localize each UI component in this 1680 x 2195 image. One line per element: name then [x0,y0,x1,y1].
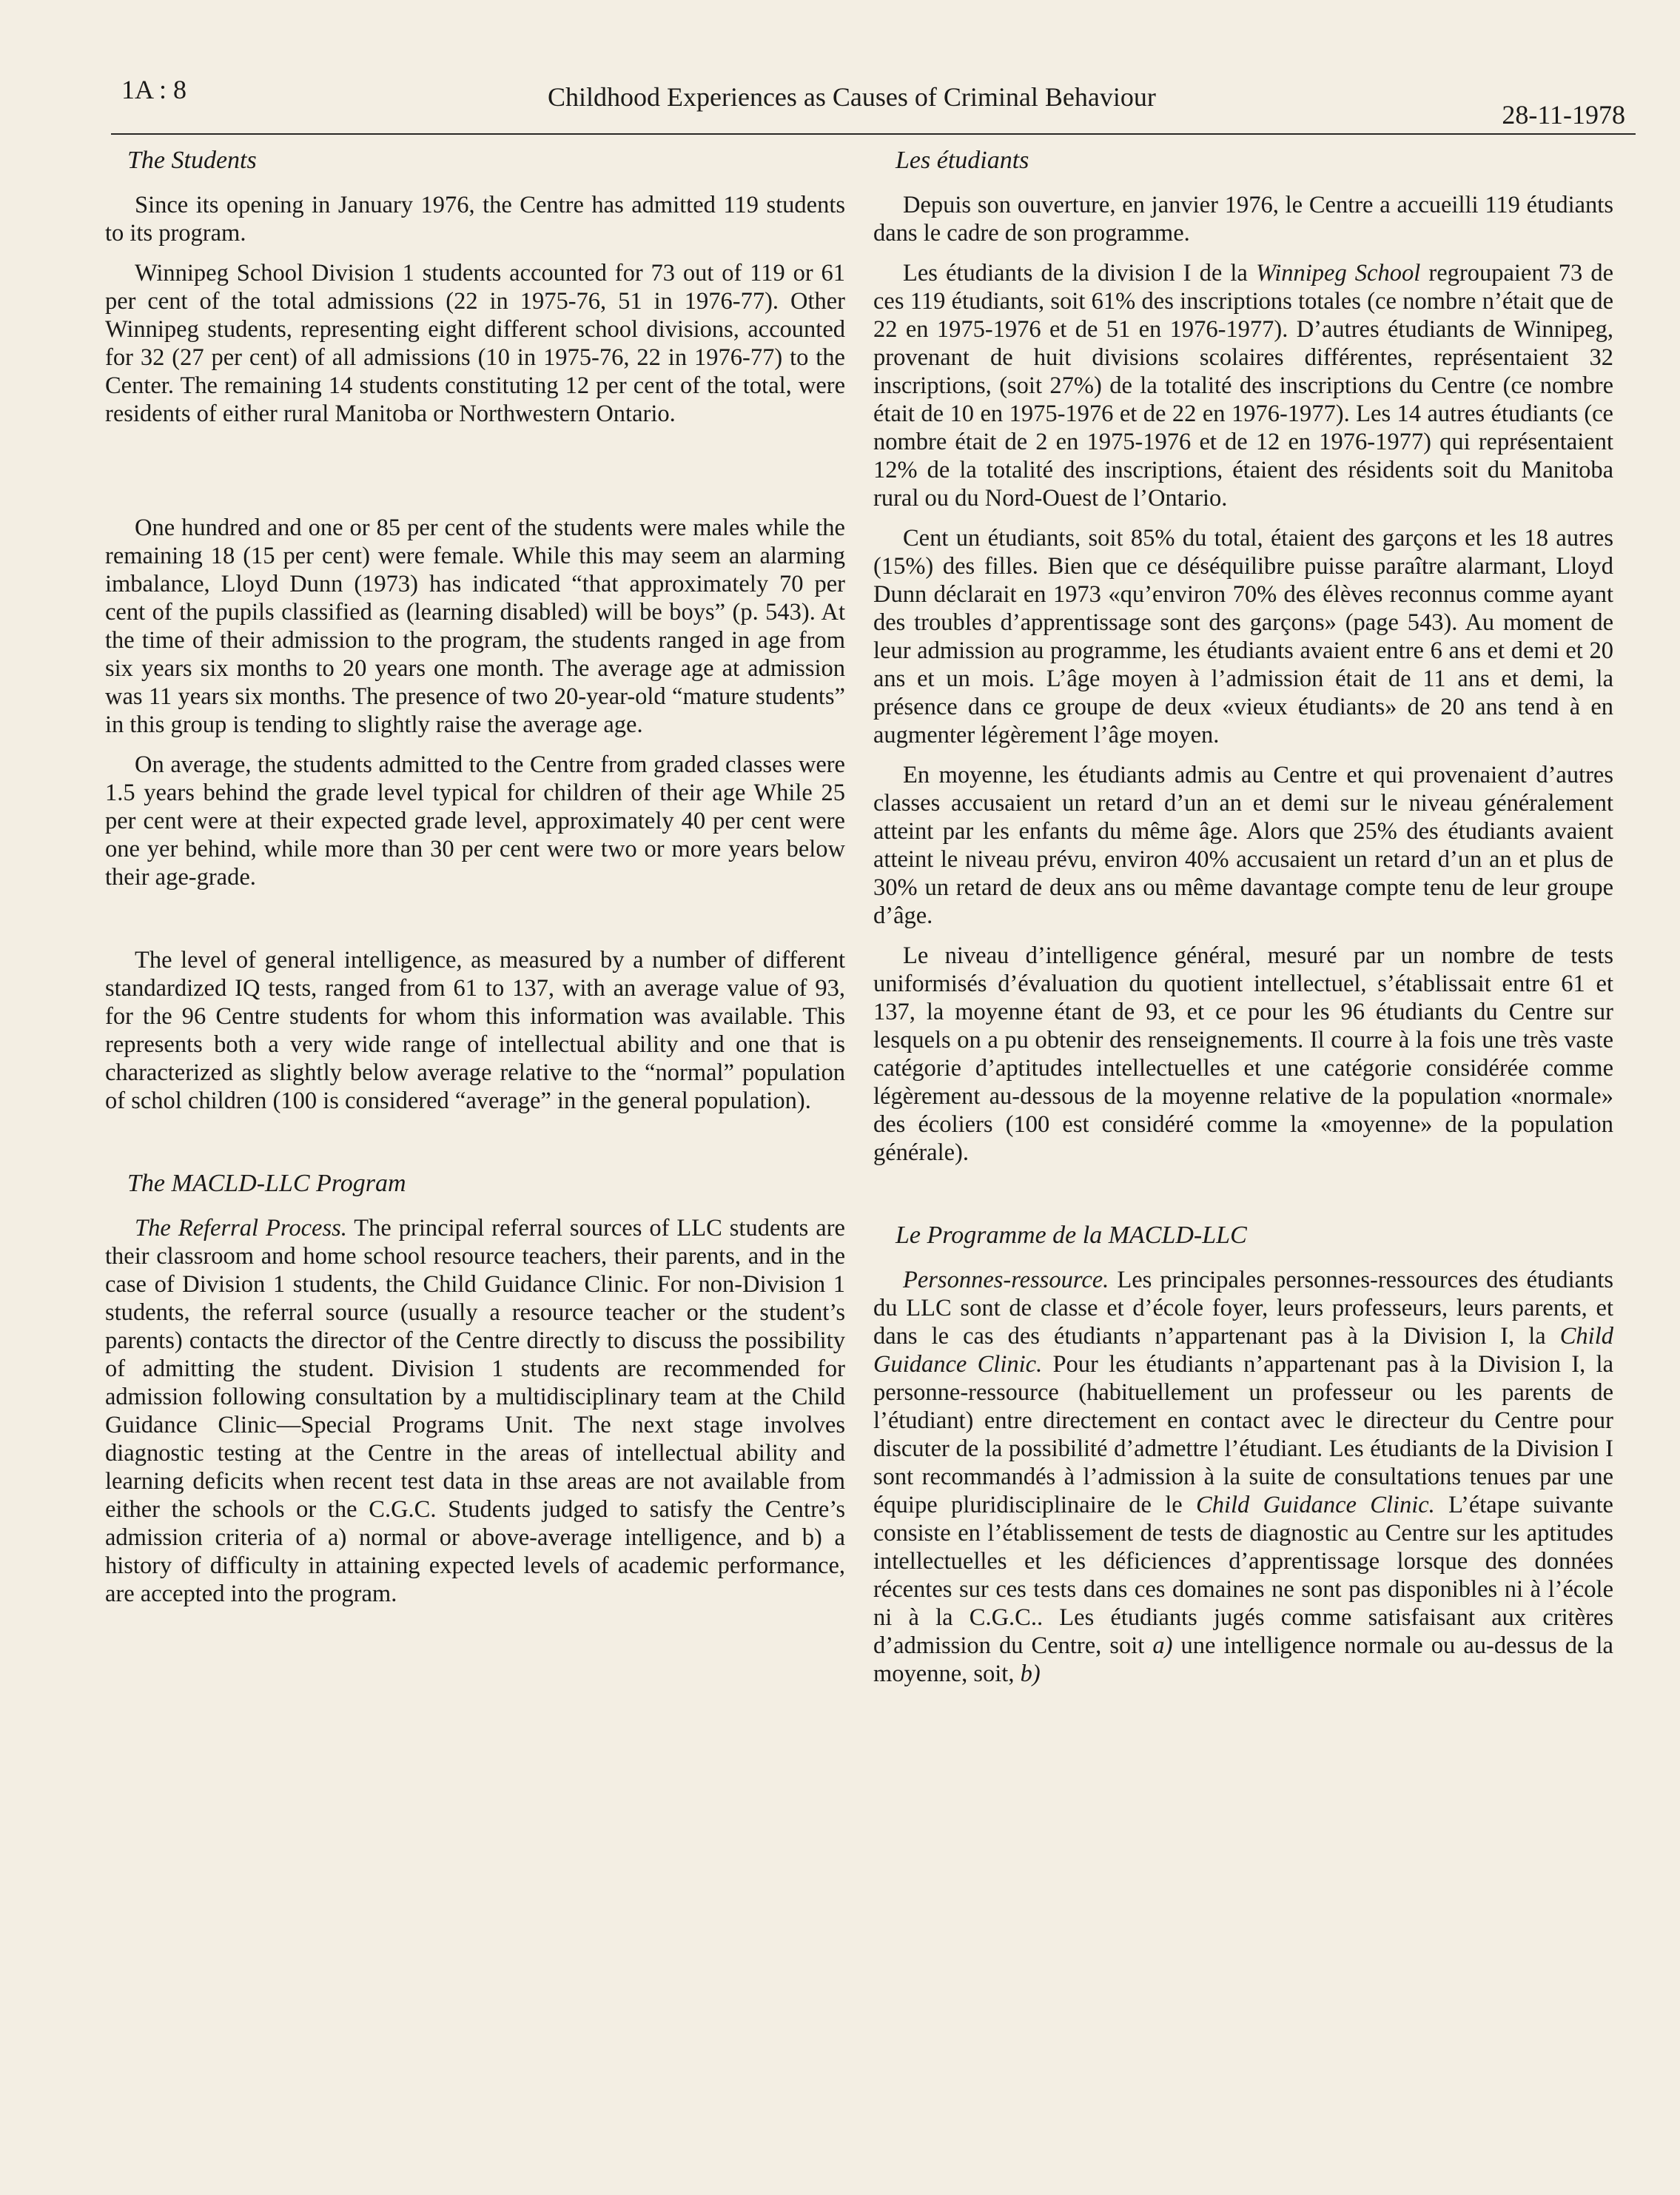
section-heading-program-fr: Le Programme de la MACLD-LLC [896,1222,1247,1249]
section-heading-students-fr: Les étudiants [896,147,1029,174]
french-column [873,147,1613,1700]
running-title: Childhood Experiences as Causes of Criminal Behaviour [548,82,1156,112]
text-run-italic: Winnipeg School [1255,260,1421,286]
text-run: une intelligence normale ou au-dessus de la moyenne, soit, [873,1632,1613,1687]
text-run: Les étudiants de la division I de la [903,260,1256,286]
paragraph: Winnipeg School Division 1 students accounted for 73 out of 119 or 61 per cent of the total admissions (22 in 1975-76, 51 in 1976-77). Other Winnipeg students, representing eight different school divisions, accounted for 32 (27 per cent) of all admissions (10 in 1975-76, 22 in 1976-77) to the Center. The remaining 14 students constituting 12 per cent of the total, were residents of either rural Manitoba or Northwestern Ontario. [105,260,845,427]
paragraph-lead: The Referral Process. [135,1215,347,1241]
text-run-italic: b) [1020,1661,1041,1687]
text-run-italic: Child Guidance Clinic. [1196,1492,1435,1518]
spacer [105,903,845,946]
paragraph: Cent un étudiants, soit 85% du total, étaient des garçons et les 18 autres (15%) des filles. Bien que ce déséquilibre puisse paraître alarmant, Lloyd Dunn déclarait en 1973 «qu’environ 70% des élèves reconnus comme ayant des troubles d’apprentissage sont des garçons» (page 543). Au moment de leur admission au programme, les étudiants avaient entre 6 ans et demi et 20 ans et un mois. L’âge moyen à l’admission était de 11 ans et demi, la présence dans ce groupe de deux «vieux étudiants» de 20 ans tend à en augmenter légèrement l’âge moyen. [873,525,1613,748]
paragraph: On average, the students admitted to the Centre from graded classes were 1.5 years behind the grade level typical for children of their age While 25 per cent were at their expected grade level, approximately 40 per cent were one yer behind, while more than 30 per cent were two or more years below their age-grade. [105,751,845,891]
paragraph [873,1266,1613,1688]
paragraph [873,259,1613,512]
paragraph: The level of general intelligence, as measured by a number of different standardized IQ tests, ranged from 61 to 137, with an average value of 93, for the 96 Centre students for whom this information was available. This represents both a very wide range of intellectual ability and one that is characterized as slightly below average relative to the “normal” population of schol children (100 is considered “average” in the general population). [105,947,845,1114]
page-header [111,74,1636,135]
paragraph [105,1214,845,1608]
text-run-italic: a) [1152,1632,1173,1659]
paragraph: Depuis son ouverture, en janvier 1976, le Centre a accueilli 119 étudiants dans le cadre de son programme. [873,192,1613,247]
paragraph-lead: Personnes-ressource. [903,1267,1109,1293]
text-run-italic: Child Guidance Clinic. [873,1323,1613,1378]
text-run: Pour les étudiants n’appartenant pas à la Division I, la personne-ressource (habituellement un professeur ou les parents de l’étudiant) entre directement en contact avec le directeur du Centre pour discuter de la possibilité d’admettre l’étudiant. Les étudiants de la Division I sont recommandés à l’admission à la suite de consultations tenues par une équipe pluridisciplinaire de le [873,1351,1613,1518]
spacer [105,440,845,514]
paragraph: Since its opening in January 1976, the Centre has admitted 119 students to its program. [105,192,845,247]
spacer [873,1179,1613,1222]
text-run: regroupaient 73 de ces 119 étudiants, soit 61% des inscriptions totales (ce nombre n’était que de 22 en 1975-1976 et de 51 en 1976-1977). D’autres étudiants de Winnipeg, provenant de huit divisions scolaires différentes, représentaient 32 inscriptions, (soit 27%) de la totalité des inscriptions du Centre (ce nombre était de 10 en 1975-1976 et de 22 en 1976-1977). Les 14 autres étudiants (ce nombre était de 2 en 1975-1976 et de 12 en 1976-1977) qui représentaient 12% de la totalité des inscriptions, étaient des résidents soit du Manitoba rural ou du Nord-Ouest de l’Ontario. [873,260,1613,512]
section-heading-program: The MACLD-LLC Program [127,1170,406,1197]
english-column [105,147,845,1620]
paragraph: One hundred and one or 85 per cent of the students were males while the remaining 18 (15 per cent) were female. While this may seem an alarming imbalance, Lloyd Dunn (1973) has indicated “that approximately 70 per cent of the pupils classified as (learning disabled) will be boys” (p. 543). At the time of their admission to the program, the students ranged in age from six years six months to 20 years one month. The average age at admission was 11 years six months. The presence of two 20-year-old “mature students” in this group is tending to slightly raise the average age. [105,515,845,738]
paragraph-body: The principal referral sources of LLC students are their classroom and home school resource teachers, their parents, and in the case of Division 1 students, the Child Guidance Clinic. For non-Division 1 students, the referral source (usually a resource teacher or the student’s parents) contacts the director of the Centre directly to discuss the possibility of admitting the student. Division 1 students are recommended for admission following consultation by a multidisciplinary team at the Child Guidance Clinic—Special Programs Unit. The next stage involves diagnostic testing at the Centre in the areas of intellectual ability and learning deficits when recent test data in thse areas are not available from either the schools or the C.G.C. Students judged to satisfy the Centre’s admission criteria of a) normal or above-average intelligence, and b) a history of difficulty in attaining expected levels of academic performance, are accepted into the program. [105,1215,845,1607]
text-run: Les principales personnes-ressources des étudiants du LLC sont de classe et d’école foyer, leurs professeurs, leurs parents, et dans le cas des étudiants n’appartenant pas à la Division I, la [873,1267,1613,1350]
paragraph: En moyenne, les étudiants admis au Centre et qui provenaient d’autres classes accusaient un retard d’un an et demi sur le niveau généralement atteint par les enfants du même âge. Alors que 25% des étudiants avaient atteint le niveau prévu, environ 40% accusaient un retard d’un an et plus de 30% un retard de deux ans ou même davantage compte tenu de leur groupe d’âge. [873,762,1613,929]
header-date: 28-11-1978 [1502,100,1625,130]
spacer [105,1127,845,1170]
text-run: L’étape suivante consiste en l’établissement de tests de diagnostic au Centre sur les aptitudes intellectuelles et les déficiences d’apprentissage lorsque des données récentes sur ces tests dans ces domaines ne sont pas disponibles ni à l’école ni à la C.G.C.. Les étudiants jugés comme satisfaisant aux critères d’admission du Centre, soit [873,1492,1613,1659]
section-heading-students: The Students [127,147,257,174]
paragraph: Le niveau d’intelligence général, mesuré par un nombre de tests uniformisés d’évaluation du quotient intellectuel, s’établissait entre 61 et 137, la moyenne étant de 93, et ce pour les 96 étudiants du Centre sur lesquels on a pu obtenir des renseignements. Il courre à la fois une très vaste catégorie d’aptitudes intellectuelles et une catégorie considérée comme légèrement au-dessous de la moyenne relative de la population «normale» des écoliers (100 est considéré comme la «moyenne» de la population générale). [873,942,1613,1166]
page-reference: 1A : 8 [121,75,187,104]
